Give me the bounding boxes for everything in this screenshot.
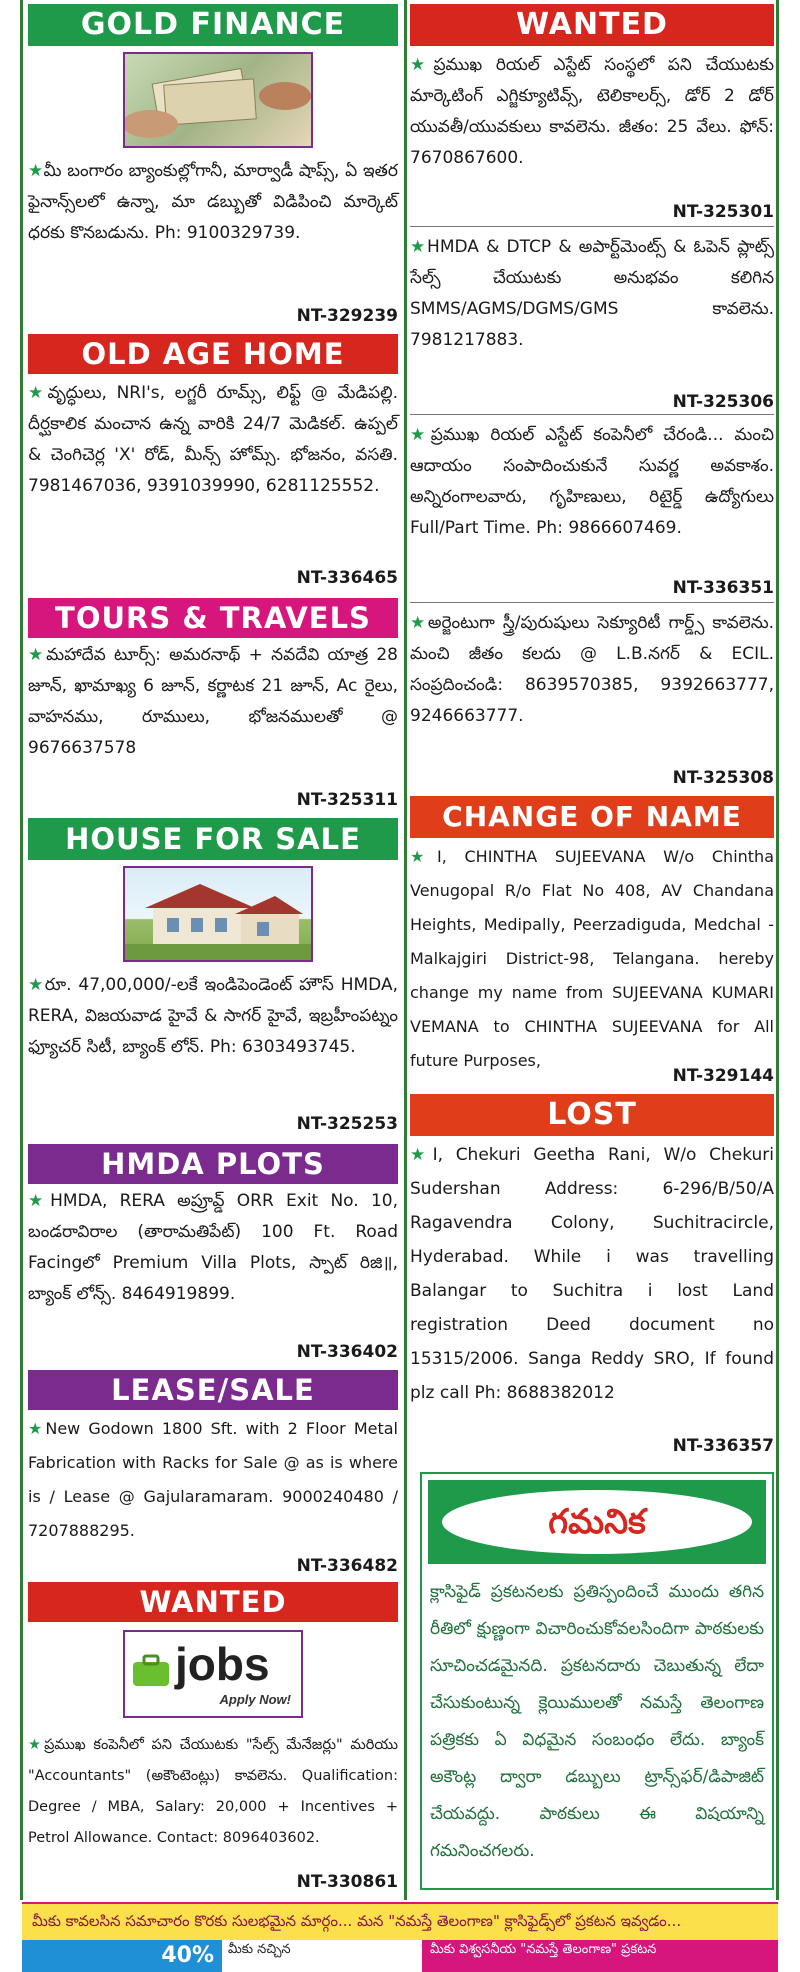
footer-strip-promo: మీకు విశ్వసనీయ "నమస్తే తెలంగాణ" ప్రకటన	[422, 1940, 778, 1972]
lost-header: LOST	[410, 1094, 774, 1136]
ad-code: NT-336351	[672, 578, 774, 598]
ad-code: NT-329239	[296, 306, 398, 326]
lease-sale-text: New Godown 1800 Sft. with 2 Floor Metal Fabrication with Racks for Sale @ as is where is / Lease @ Gajularamaram. 9000240480 / 7207888295.	[28, 1419, 399, 1540]
jobs-logo	[123, 1630, 303, 1718]
star-icon: ★	[28, 645, 47, 665]
change-of-name-text: I, CHINTHA SUJEEVANA W/o Chintha Venugopal R/o Flat No 408, AV Chandana Heights, Medipally, Peerzadiguda, Medchal - Malkajgiri District-98, Telangana. hereby change my name from SUJEEVANA KUMARI VEMANA to CHINTHA SUJEEVANA for All future Purposes,	[410, 847, 775, 1070]
lost-ad	[410, 1094, 774, 1460]
footer-promo-bar	[22, 1902, 778, 1940]
gold-finance-ad	[28, 4, 398, 334]
divider	[410, 414, 774, 415]
star-icon: ★	[410, 1145, 433, 1165]
wanted-ad-3	[410, 420, 774, 600]
tours-travels-header: TOURS & TRAVELS	[28, 598, 398, 638]
ad-code: NT-336402	[296, 1342, 398, 1362]
wanted-ad-text: HMDA & DTCP & అపార్ట్‌మెంట్స్ & ఓపెన్ ప్లాట్స్ సేల్స్ చేయుటకు అనుభవం కలిగిన SMMS/AGMS/DGMS/GMS కావలెను. 7981217883.	[410, 237, 774, 350]
star-icon: ★	[28, 1737, 45, 1753]
cash-handover-photo	[123, 52, 313, 148]
star-icon: ★	[28, 1191, 51, 1211]
old-age-home-header: OLD AGE HOME	[28, 334, 398, 374]
star-icon: ★	[28, 383, 48, 403]
ad-code: NT-330861	[296, 1872, 398, 1892]
star-icon: ★	[410, 425, 431, 445]
hmda-plots-ad	[28, 1144, 398, 1366]
discount-badge: 40%	[22, 1940, 222, 1972]
house-for-sale-text: రూ. 47,00,000/-లకే ఇండిపెండెంట్ హౌస్ HMDA, RERA, విజయవాడ హైవే & సాగర్ హైవే, ఇబ్రహీంపట్నం ఫ్యూచర్ సిటీ, బ్యాంక్ లోన్. Ph: 6303493745.	[28, 975, 398, 1057]
ad-code: NT-325306	[672, 392, 774, 412]
right-border	[776, 0, 779, 1900]
ad-code: NT-336465	[296, 568, 398, 588]
ad-code: NT-329144	[672, 1066, 774, 1086]
money-icon	[125, 54, 311, 146]
footer-promo-text: మీకు కావలసిన సమాచారం కొరకు సులభమైన మార్గం... మన "నమస్తే తెలంగాణ" క్లాసిఫైడ్స్‌లో ప్రకటన ఇవ్వడం...	[32, 1912, 682, 1930]
ad-code: NT-325308	[672, 768, 774, 788]
wanted-ad-text: ప్రముఖ రియల్ ఎస్టేట్ సంస్థలో పని చేయుటకు మార్కెటింగ్ ఎగ్జిక్యూటివ్స్, టెలికాలర్స్, డోర్ 2 డోర్ యువతీ/యువకులు కావలెను. జీతం: 25 వేలు. ఫోన్: 7670867600.	[410, 55, 774, 168]
change-of-name-ad	[410, 796, 774, 1092]
wanted-header: WANTED	[410, 4, 774, 46]
tours-travels-ad	[28, 598, 398, 814]
star-icon: ★	[28, 1419, 46, 1438]
column-divider	[404, 0, 407, 1900]
ad-code: NT-325253	[296, 1114, 398, 1134]
ad-code: NT-325311	[296, 790, 398, 810]
ad-code: NT-325301	[672, 202, 774, 222]
divider	[410, 226, 774, 227]
ad-code: NT-336357	[672, 1436, 774, 1456]
old-age-home-ad	[28, 334, 398, 596]
wanted-ad-text: ప్రముఖ రియల్ ఎస్టేట్ కంపెనీలో చేరండి... మంచి ఆదాయం సంపాదించుకునే సువర్ణ అవకాశం. అన్నిరంగాలవారు, గృహిణులు, రిటైర్డ్ ఉద్యోగులు Full/Part Time. Ph: 9866607469.	[410, 425, 774, 538]
briefcase-icon	[131, 1654, 171, 1688]
notice-text: క్లాసిఫైడ్ ప్రకటనలకు ప్రతిస్పందించే ముందు తగిన రీతిలో క్షుణ్ణంగా విచారించుకోవలసిందిగా పాఠకులకు సూచించడమైనది. ప్రకటనదారు చెబుతున్న లేదా చేసుకుంటున్న క్లెయిములతో నమస్తే తెలంగాణ పత్రికకు ఏ విధమైన సంబంధం లేదు. బ్యాంక్ అకౌంట్ల ద్వారా డబ్బులు ట్రాన్స్‌ఫర్/డిపాజిట్ చేయవద్దు. పాఠకులు ఈ విషయాన్ని గమనించగలరు.	[430, 1582, 764, 1861]
wanted-jobs-header: WANTED	[28, 1582, 398, 1622]
wanted-ad-1	[410, 50, 774, 220]
change-of-name-header: CHANGE OF NAME	[410, 796, 774, 838]
star-icon: ★	[28, 161, 44, 181]
footer-strip-text: మీకు నచ్చిన	[228, 1942, 291, 1957]
hmda-plots-text: HMDA, RERA అప్రూవ్డ్ ORR Exit No. 10, బండరావిరాల (తారామతిపేట్) 100 Ft. Road Facingలో Premium Villa Plots, స్పాట్ రిజి॥, బ్యాంక్ లోన్స్. 8464919899.	[28, 1191, 398, 1304]
star-icon: ★	[28, 975, 45, 995]
ad-code: NT-336482	[296, 1556, 398, 1576]
notice-banner	[428, 1480, 766, 1564]
wanted-jobs-text: ప్రముఖ కంపెనీలో పని చేయుటకు "సేల్స్ మేనేజర్లు" మరియు "Accountants" (అకౌంటెంట్లు) కావలెను. Qualification: Degree / MBA, Salary: 20,000 + Incentives + Petrol Allowance. Contact: 8096403602.	[28, 1737, 398, 1846]
star-icon: ★	[410, 613, 428, 633]
wanted-ad-text: అర్జెంటుగా స్త్రీ/పురుషులు సెక్యూరిటీ గార్డ్స్ కావలెను. మంచి జీతం కలదు @ L.B.నగర్ & ECIL. సంప్రదించండి: 8639570385, 9392663777, 9246663777.	[410, 613, 774, 726]
wanted-ad-4	[410, 608, 774, 788]
old-age-home-text: వృద్ధులు, NRI's, లగ్జరీ రూమ్స్, లిఫ్ట్ @ మేడిపల్లి. దీర్ఘకాలిక మంచాన ఉన్న వారికి 24/7 మెడికల్. ఉప్పల్ & చెంగిచెర్ల 'X' రోడ్, మీన్స్ హోమ్స్. భోజనం, వసతి. 7981467036, 9391039990, 6281125552.	[28, 383, 398, 496]
notice-title: గమనిక	[442, 1490, 752, 1554]
lost-text: I, Chekuri Geetha Rani, W/o Chekuri Sudershan Address: 6-296/B/50/A Ragavendra Colony, Suchitracircle, Hyderabad. While i was travelling Balangar to Suchitra i lost Land registration Deed document no 15315/2006. Sanga Reddy SRO, If found plz call Ph: 8688382012	[410, 1145, 775, 1403]
hmda-plots-header: HMDA PLOTS	[28, 1144, 398, 1184]
wanted-ad-2	[410, 232, 774, 418]
house-icon	[125, 868, 311, 960]
star-icon: ★	[410, 55, 434, 75]
star-icon: ★	[410, 847, 437, 866]
gold-finance-header: GOLD FINANCE	[28, 4, 398, 46]
notice-box	[420, 1472, 774, 1890]
tours-travels-text: మహాదేవ టూర్స్: అమరనాథ్ + నవదేవి యాత్ర 28 జూన్, ఖామాఖ్య 6 జూన్, కర్ణాటక 21 జూన్, Ac రైలు, వాహనము, రూములు, భోజనములతో @ 9676637578	[28, 645, 398, 758]
gold-finance-text: మీ బంగారం బ్యాంకుల్లోగానీ, మార్వాడీ షాప్స్, ఏ ఇతర ఫైనాన్స్‌లలో ఉన్నా, మా డబ్బుతో విడిపించి మార్కెట్ ధరకు కొనబడును. Ph: 9100329739.	[28, 161, 398, 243]
star-icon: ★	[410, 237, 428, 257]
house-for-sale-header: HOUSE FOR SALE	[28, 818, 398, 860]
left-border	[20, 0, 23, 1900]
lease-sale-header: LEASE/SALE	[28, 1370, 398, 1410]
wanted-jobs-ad	[28, 1582, 398, 1892]
house-for-sale-ad	[28, 818, 398, 1140]
jobs-logo-text: jobs	[175, 1638, 270, 1690]
footer-strip	[22, 1940, 778, 1972]
house-photo	[123, 866, 313, 962]
lease-sale-ad	[28, 1370, 398, 1580]
jobs-logo-tagline: Apply Now!	[219, 1692, 291, 1707]
divider	[410, 602, 774, 603]
